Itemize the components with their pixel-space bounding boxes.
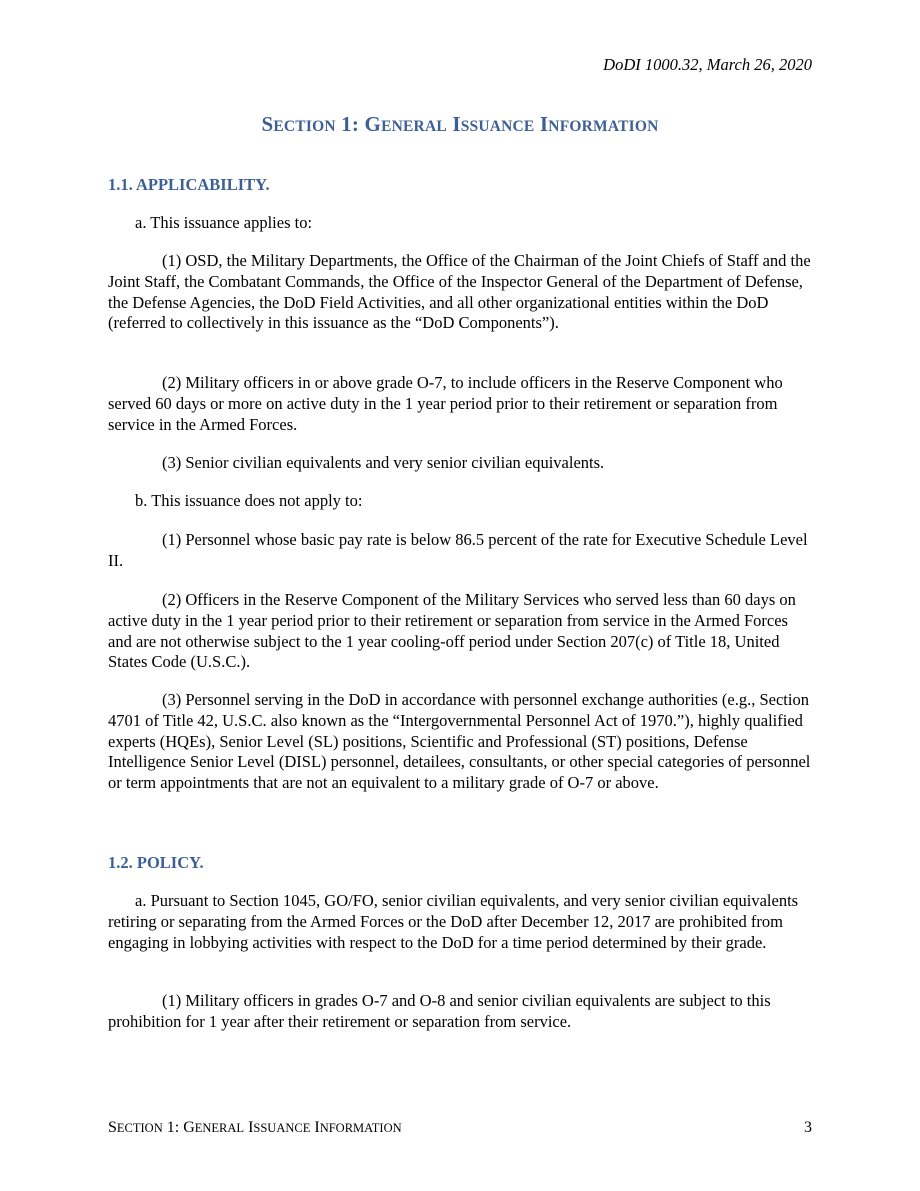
section-title [0, 112, 920, 137]
footer-part: ECTION [116, 1121, 163, 1135]
not-apply-item-2: (2) Officers in the Reserve Component of the Military Services who served less than 60 days on active duty in the 1 year period prior to their retirement or separation from service in the Armed Forces and are not otherwise subject to the 1 year cooling-off period under Section 207(c) of Title 18, United States Code (U.S.C.). [108, 590, 796, 672]
page-number: 3 [804, 1119, 812, 1136]
not-apply-item-3: (3) Personnel serving in the DoD in accordance with personnel exchange authorities (e.g., Section 4701 of Title 42, U.S.C. also known as the “Intergovernmental Personnel Act of 1970.”), highly qualified experts (HQEs), Senior Level (SL) positions, Scientific and Professional (ST) positions, Defense Intelligence Senior Level (DISL) personnel, detailees, consultants, or other special categories of personnel or term appointments that are not an equivalent to a military grade of O-7 or above. [108, 690, 811, 793]
footer-section-title [108, 1119, 402, 1137]
applies-intro: a. This issuance applies to: [135, 213, 313, 232]
policy-item-a: a. Pursuant to Section 1045, GO/FO, senior civilian equivalents, and very senior civilian equivalents retiring or separating from the Armed Forces or the DoD after December 12, 2017 are prohibited from engaging in lobbying activities with respect to the DoD for a time period determined by their grade. [108, 891, 799, 952]
title-part: I [534, 112, 549, 136]
footer-part: I [310, 1119, 320, 1136]
applies-item-3: (3) Senior civilian equivalents and very senior civilian equivalents. [162, 453, 605, 472]
footer-part: S [108, 1119, 117, 1136]
footer-part: SSUANCE [253, 1121, 311, 1135]
policy-item-a-1: (1) Military officers in grades O-7 and O-8 and senior civilian equivalents are subject to this prohibition for 1 year after their retirement or separation from service. [108, 991, 771, 1031]
footer-part: NFORMATION [319, 1121, 402, 1135]
title-part: SSUANCE [460, 118, 535, 135]
title-part: 1: [335, 112, 365, 136]
footer-part: ENERAL [194, 1121, 245, 1135]
title-part: I [446, 112, 461, 136]
applies-item-2: (2) Military officers in or above grade O-7, to include officers in the Reserve Component who served 60 days or more on active duty in the 1 year period prior to their retirement or separation from service in the Armed Forces. [108, 373, 783, 434]
title-part: S [261, 112, 274, 136]
document-reference: DoDI 1000.32, March 26, 2020 [603, 55, 812, 74]
not-apply-intro: b. This issuance does not apply to: [135, 491, 363, 510]
footer-part: I [244, 1119, 254, 1136]
title-part: NFORMATION [548, 118, 659, 135]
policy-heading: 1.2. POLICY. [108, 853, 204, 872]
title-part: ECTION [273, 118, 336, 135]
title-part: ENERAL [381, 118, 447, 135]
footer-part: 1: [162, 1119, 184, 1136]
title-part: G [364, 112, 382, 136]
applies-item-1: (1) OSD, the Military Departments, the Office of the Chairman of the Joint Chiefs of Staff and the Joint Staff, the Combatant Commands, the Office of the Inspector General of the Department of Defense, the Defense Agencies, the DoD Field Activities, and all other organizational entities within the DoD (referred to collectively in this issuance as the “DoD Components”). [108, 251, 811, 333]
footer-part: G [183, 1119, 195, 1136]
applicability-heading: 1.1. APPLICABILITY. [108, 175, 270, 194]
not-apply-item-1: (1) Personnel whose basic pay rate is below 86.5 percent of the rate for Executive Schedule Level II. [108, 530, 808, 570]
